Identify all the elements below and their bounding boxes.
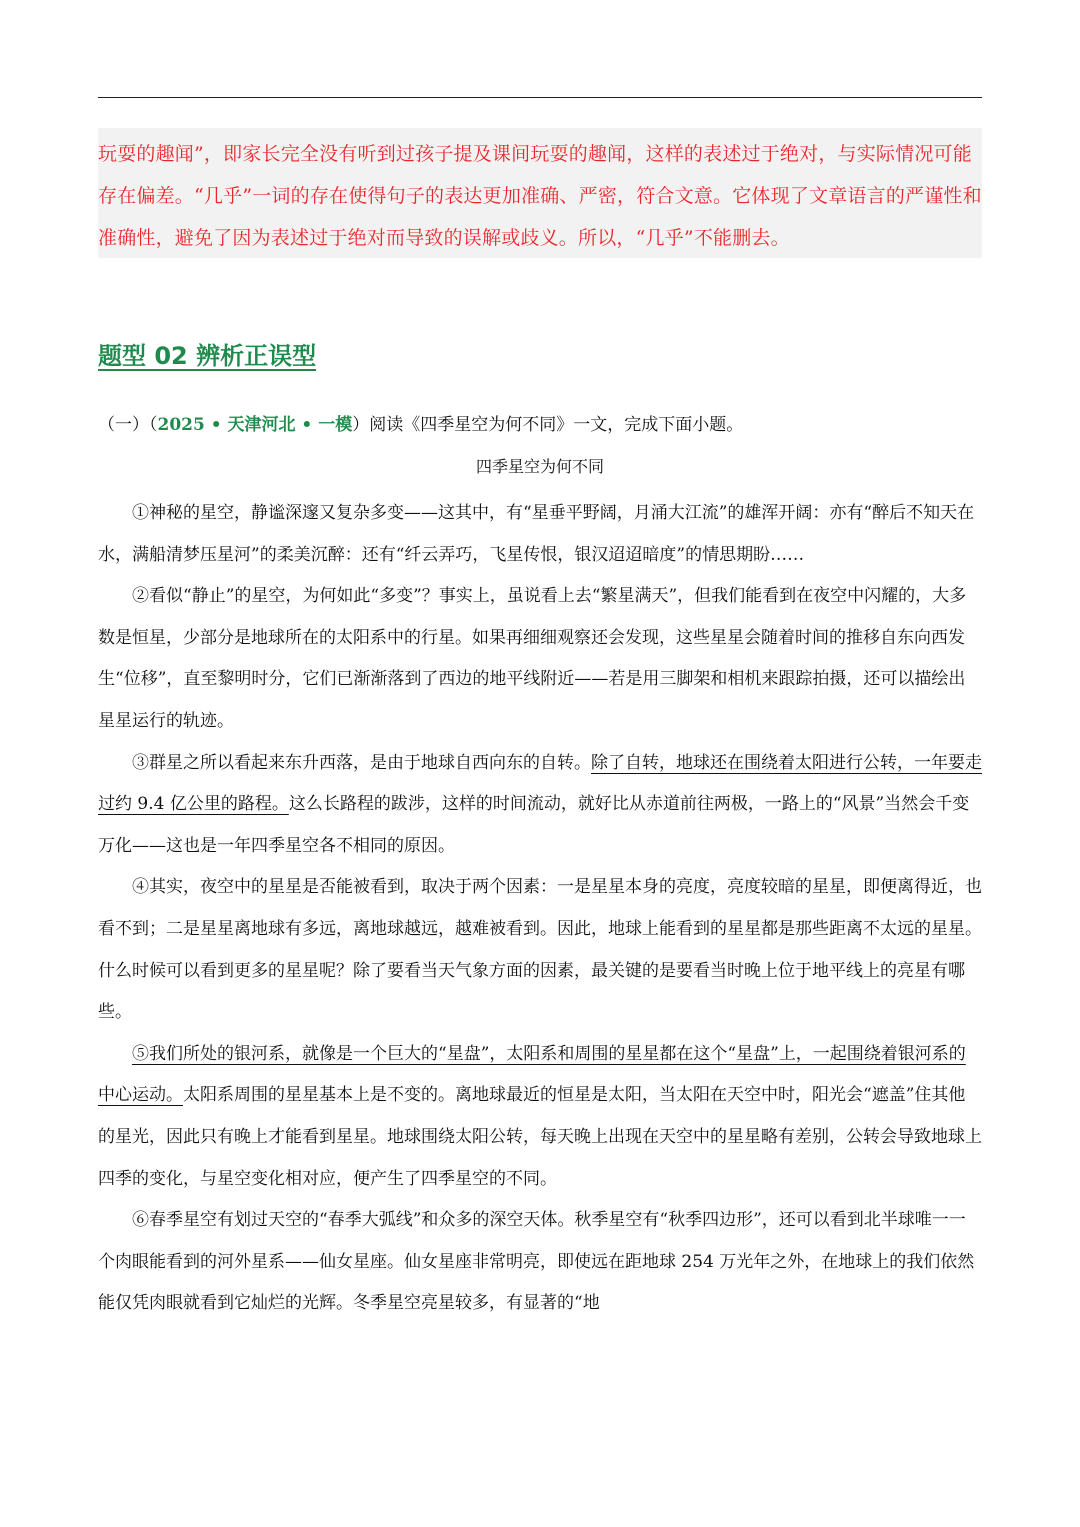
question-instruction: ）阅读《四季星空为何不同》一文，完成下面小题。 <box>352 415 744 435</box>
underlined-sentence-2: ⑤我们所处的银河系，就像是一个巨大的“星盘”，太阳系和周围的星星都在这个“星盘”上，一起围绕着银河系的中心运动。 <box>98 1043 966 1106</box>
answer-analysis-text: 玩耍的趣闻”，即家长完全没有听到过孩子提及课间玩耍的趣闻，这样的表述过于绝对，与实际情况可能存在偏差。“几乎”一词的存在使得句子的表达更加准确、严密，符合文意。它体现了文章语言的严谨性和准确性，避免了因为表述过于绝对而导致的误解或歧义。所以，“几乎”不能删去。 <box>98 143 982 249</box>
paragraph-3-part-b: 这么长路程的跋涉，这样的时间流动，就好比从赤道前往两极，一路上的“风景”当然会千变万化——这也是一年四季星空各不相同的原因。 <box>98 794 970 856</box>
paragraph-5 <box>98 1034 982 1200</box>
question-source-line <box>98 410 743 440</box>
paragraph-1: ①神秘的星空，静谧深邃又复杂多变——这其中，有“星垂平野阔，月涌大江流”的雄浑开阔：亦有“醉后不知天在水，满船清梦压星河”的柔美沉醉：还有“纤云弄巧，飞星传恨，银汉迢迢暗度”的情思期盼…… <box>98 503 975 565</box>
paragraph-2: ②看似“静止”的星空，为何如此“多变”？事实上，虽说看上去“繁星满天”，但我们能看到在夜空中闪耀的，大多数是恒星，少部分是地球所在的太阳系中的行星。如果再细细观察还会发现，这些星星会随着时间的推移自东向西发生“位移”，直至黎明时分，它们已渐渐落到了西边的地平线附近——若是用三脚架和相机来跟踪拍摄，还可以描绘出星星运行的轨迹。 <box>98 586 967 731</box>
article-title: 四季星空为何不同 <box>475 457 604 476</box>
question-prefix: （一）（ <box>98 415 158 435</box>
paragraph-3-part-a: ③群星之所以看起来东升西落，是由于地球自西向东的自转。 <box>132 752 591 773</box>
paragraph-5-part-b: 太阳系周围的星星基本上是不变的。离地球最近的恒星是太阳，当太阳在天空中时，阳光会“遮盖”住其他的星光，因此只有晚上才能看到星星。地球围绕太阳公转，每天晚上出现在天空中的星星略有差别，公转会导致地球上四季的变化，与星空变化相对应，便产生了四季星空的不同。 <box>98 1085 982 1189</box>
section-title: 题型 02 辨析正误型 <box>98 342 317 370</box>
question-source: 2025 • 天津河北 • 一模 <box>157 415 353 435</box>
header-rule <box>98 97 982 98</box>
underlined-sentence-1: 除了自转，地球还在围绕着太阳进行公转，一年要走过约 9.4 亿公里的路程。 <box>98 752 982 815</box>
paragraph-3 <box>98 743 982 868</box>
article-body <box>98 493 982 1325</box>
paragraph-6: ⑥春季星空有划过天空的“春季大弧线”和众多的深空天体。秋季星空有“秋季四边形”，还可以看到北半球唯一一个肉眼能看到的河外星系——仙女星座。仙女星座非常明亮，即使远在距地球 254 万光年之外，在地球上的我们依然能仅凭肉眼就看到它灿烂的光辉。冬季星空亮星较多，有显著的“地 <box>98 1210 975 1314</box>
paragraph-4: ④其实，夜空中的星星是否能被看到，取决于两个因素：一是星星本身的亮度，亮度较暗的星星，即便离得近，也看不到；二是星星离地球有多远，离地球越远，越难被看到。因此，地球上能看到的星星都是那些距离不太远的星星。什么时候可以看到更多的星星呢？除了要看当天气象方面的因素，最关键的是要看当时晚上位于地平线上的亮星有哪些。 <box>98 877 982 1023</box>
